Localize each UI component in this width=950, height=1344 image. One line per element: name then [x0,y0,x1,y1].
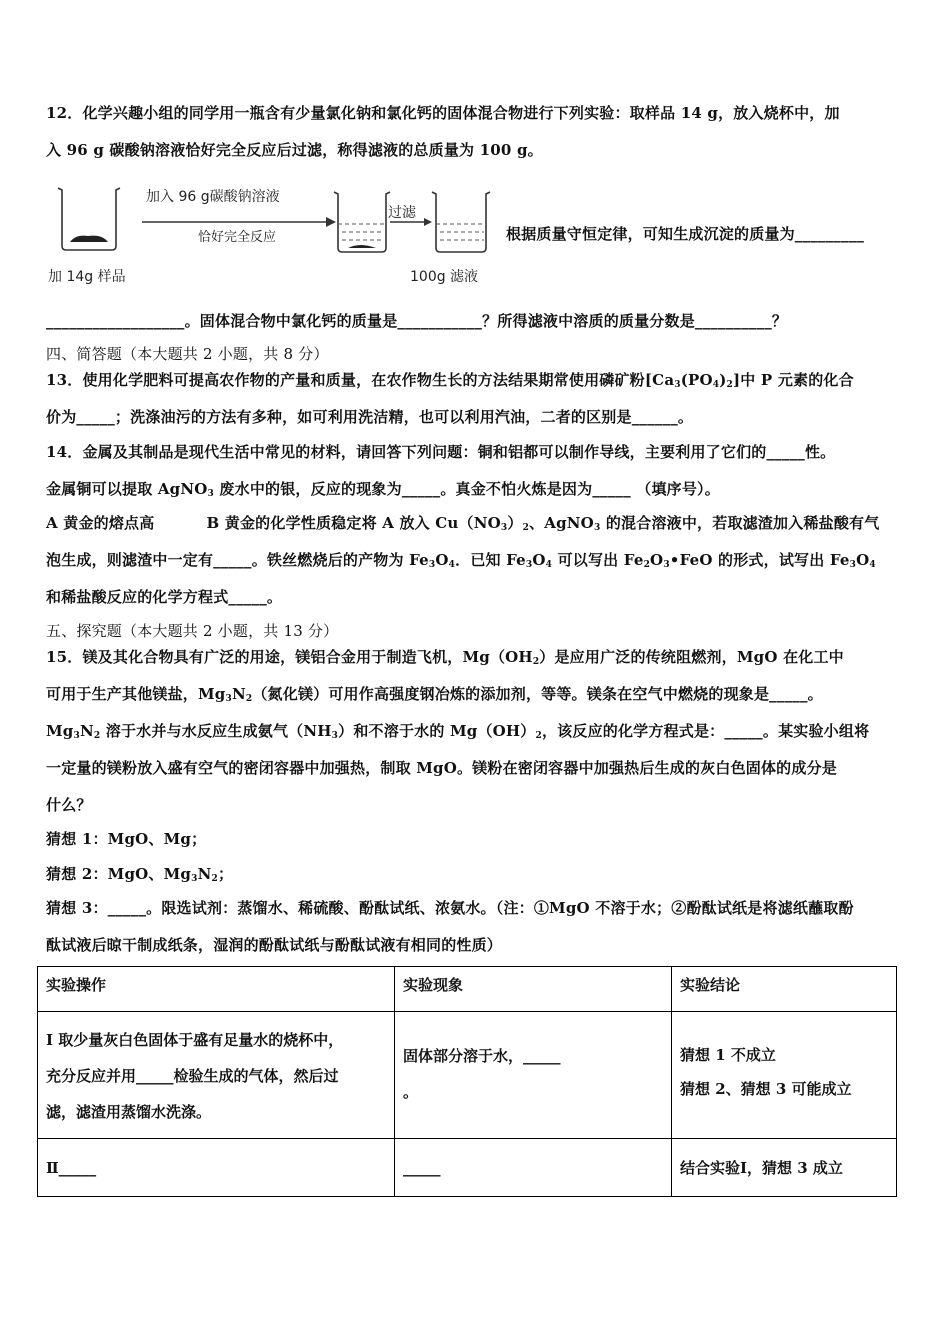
q12-line3: 根据质量守恒定律，可知生成沉淀的质量为_________ [506,225,865,243]
section-5-heading: 五、探究题（本大题共 2 小题，共 13 分） [46,622,339,640]
table-row [38,1012,897,1139]
table-header-row [38,967,897,1012]
experiment-figure [46,180,506,290]
row2-operation: Ⅱ_____ [38,1139,395,1197]
q14-line1: 14．金属及其制品是现代生活中常见的材料，请回答下列问题：铜和铝都可以制作导线，主要利用了它们的_____性。 [46,443,836,461]
react-label: 恰好完全反应 [198,230,277,245]
beaker-sample-icon [58,188,120,250]
beaker-filtrate-icon [432,192,490,252]
guess-1: 猜想 1：MgO、Mg； [46,830,207,848]
q15-line5: 什么？ [46,796,92,814]
q15-line4: 一定量的镁粉放入盛有空气的密闭容器中加强热，制取 MgO。镁粉在密闭容器中加强热后生成的灰白色固体的成分是 [46,759,837,777]
guess-2: 猜想 2：MgO、$Mg_3N_2$； [46,865,234,884]
guess-3: 猜想 3：_____。限选试剂：蒸馏水、稀硫酸、酚酞试纸、浓氨水。（注：①MgO 不溶于水；②酚酞试纸是将滤纸蘸取酚 [46,899,854,917]
add-solution-label: 加入 96 g碳酸钠溶液 [146,189,280,205]
q14-line4: 泡生成，则滤渣中一定有_____。铁丝燃烧后的产物为 $Fe_3O_4$．已知 $Fe_3O_4$ 可以写出 $Fe_2O_3•FeO$ 的形式，试写出 $Fe_3O_4$ [46,551,876,570]
beaker-reaction-icon [334,192,390,252]
q12-line2: 入 96 g 碳酸钠溶液恰好完全反应后过滤，称得滤液的总质量为 100 g。 [46,141,543,159]
q12-line4: __________________。固体混合物中氯化钙的质量是___________？所得滤液中溶质的质量分数是__________？ [46,312,788,330]
table-row [38,1139,897,1197]
row1-operation: Ⅰ 取少量灰白色固体于盛有足量水的烧杯中， 充分反应并用_____检验生成的气体，然后过 滤，滤渣用蒸馏水洗涤。 [38,1012,395,1139]
row2-phenomenon: _____ [395,1139,672,1197]
q14-line2: 金属铜可以提取 AgNO$_3$ 废水中的银，反应的现象为_____。真金不怕火炼是因为_____ （填序号）。 [46,480,720,499]
filter-label: 过滤 [388,205,416,221]
q13-line1: 13．使用化学肥料可提高农作物的产量和质量，在农作物生长的方法结果期常使用磷矿粉$[Ca_3(PO_4)_2]$中 P 元素的化合 [46,371,854,390]
q15-line3: $Mg_3N_2$ 溶于水并与水反应生成氨气$(NH_3)$和不溶于水的 $Mg(OH)_2$，该反应的化学方程式是：_____。某实验小组将 [46,722,870,741]
row1-phenomenon: 固体部分溶于水，_____ 。 [395,1012,672,1139]
row1-conclusion: 猜想 1 不成立 猜想 2、猜想 3 可能成立 [672,1012,897,1139]
q13-line2: 价为_____；洗涤油污的方法有多种，如可利用洗洁精，也可以利用汽油，二者的区别是______。 [46,408,694,426]
section-4-heading: 四、简答题（本大题共 2 小题，共 8 分） [46,345,329,363]
header-phenomenon: 实验现象 [395,967,672,1012]
header-conclusion: 实验结论 [672,967,897,1012]
sample-label: 加 14g 样品 [48,269,126,285]
q14-line3: A 黄金的熔点高 B 黄金的化学性质稳定将 A 放入 $Cu(NO_3)_2$、AgNO$_3$ 的混合溶液中，若取滤渣加入稀盐酸有气 [46,514,880,533]
experiment-table [37,966,897,1197]
q15-line1: 15．镁及其化合物具有广泛的用途，镁铝合金用于制造飞机，$Mg(OH_2)$是应用广泛的传统阻燃剂，MgO 在化工中 [46,648,844,667]
row2-conclusion: 结合实验Ⅰ，猜想 3 成立 [672,1139,897,1197]
q15-line2: 可用于生产其他镁盐，$Mg_3N_2$（氮化镁）可用作高强度钢冶炼的添加剂，等等。镁条在空气中燃烧的现象是_____。 [46,685,823,704]
filtrate-label: 100g 滤液 [410,269,479,285]
header-operation: 实验操作 [38,967,395,1012]
q14-line5: 和稀盐酸反应的化学方程式_____。 [46,588,283,606]
q12-line1: 12．化学兴趣小组的同学用一瓶含有少量氯化钠和氯化钙的固体混合物进行下列实验：取样品 14 g，放入烧杯中，加 [46,104,840,122]
q15-note-line: 酞试液后晾干制成纸条，湿润的酚酞试纸与酚酞试液有相同的性质） [46,936,503,954]
